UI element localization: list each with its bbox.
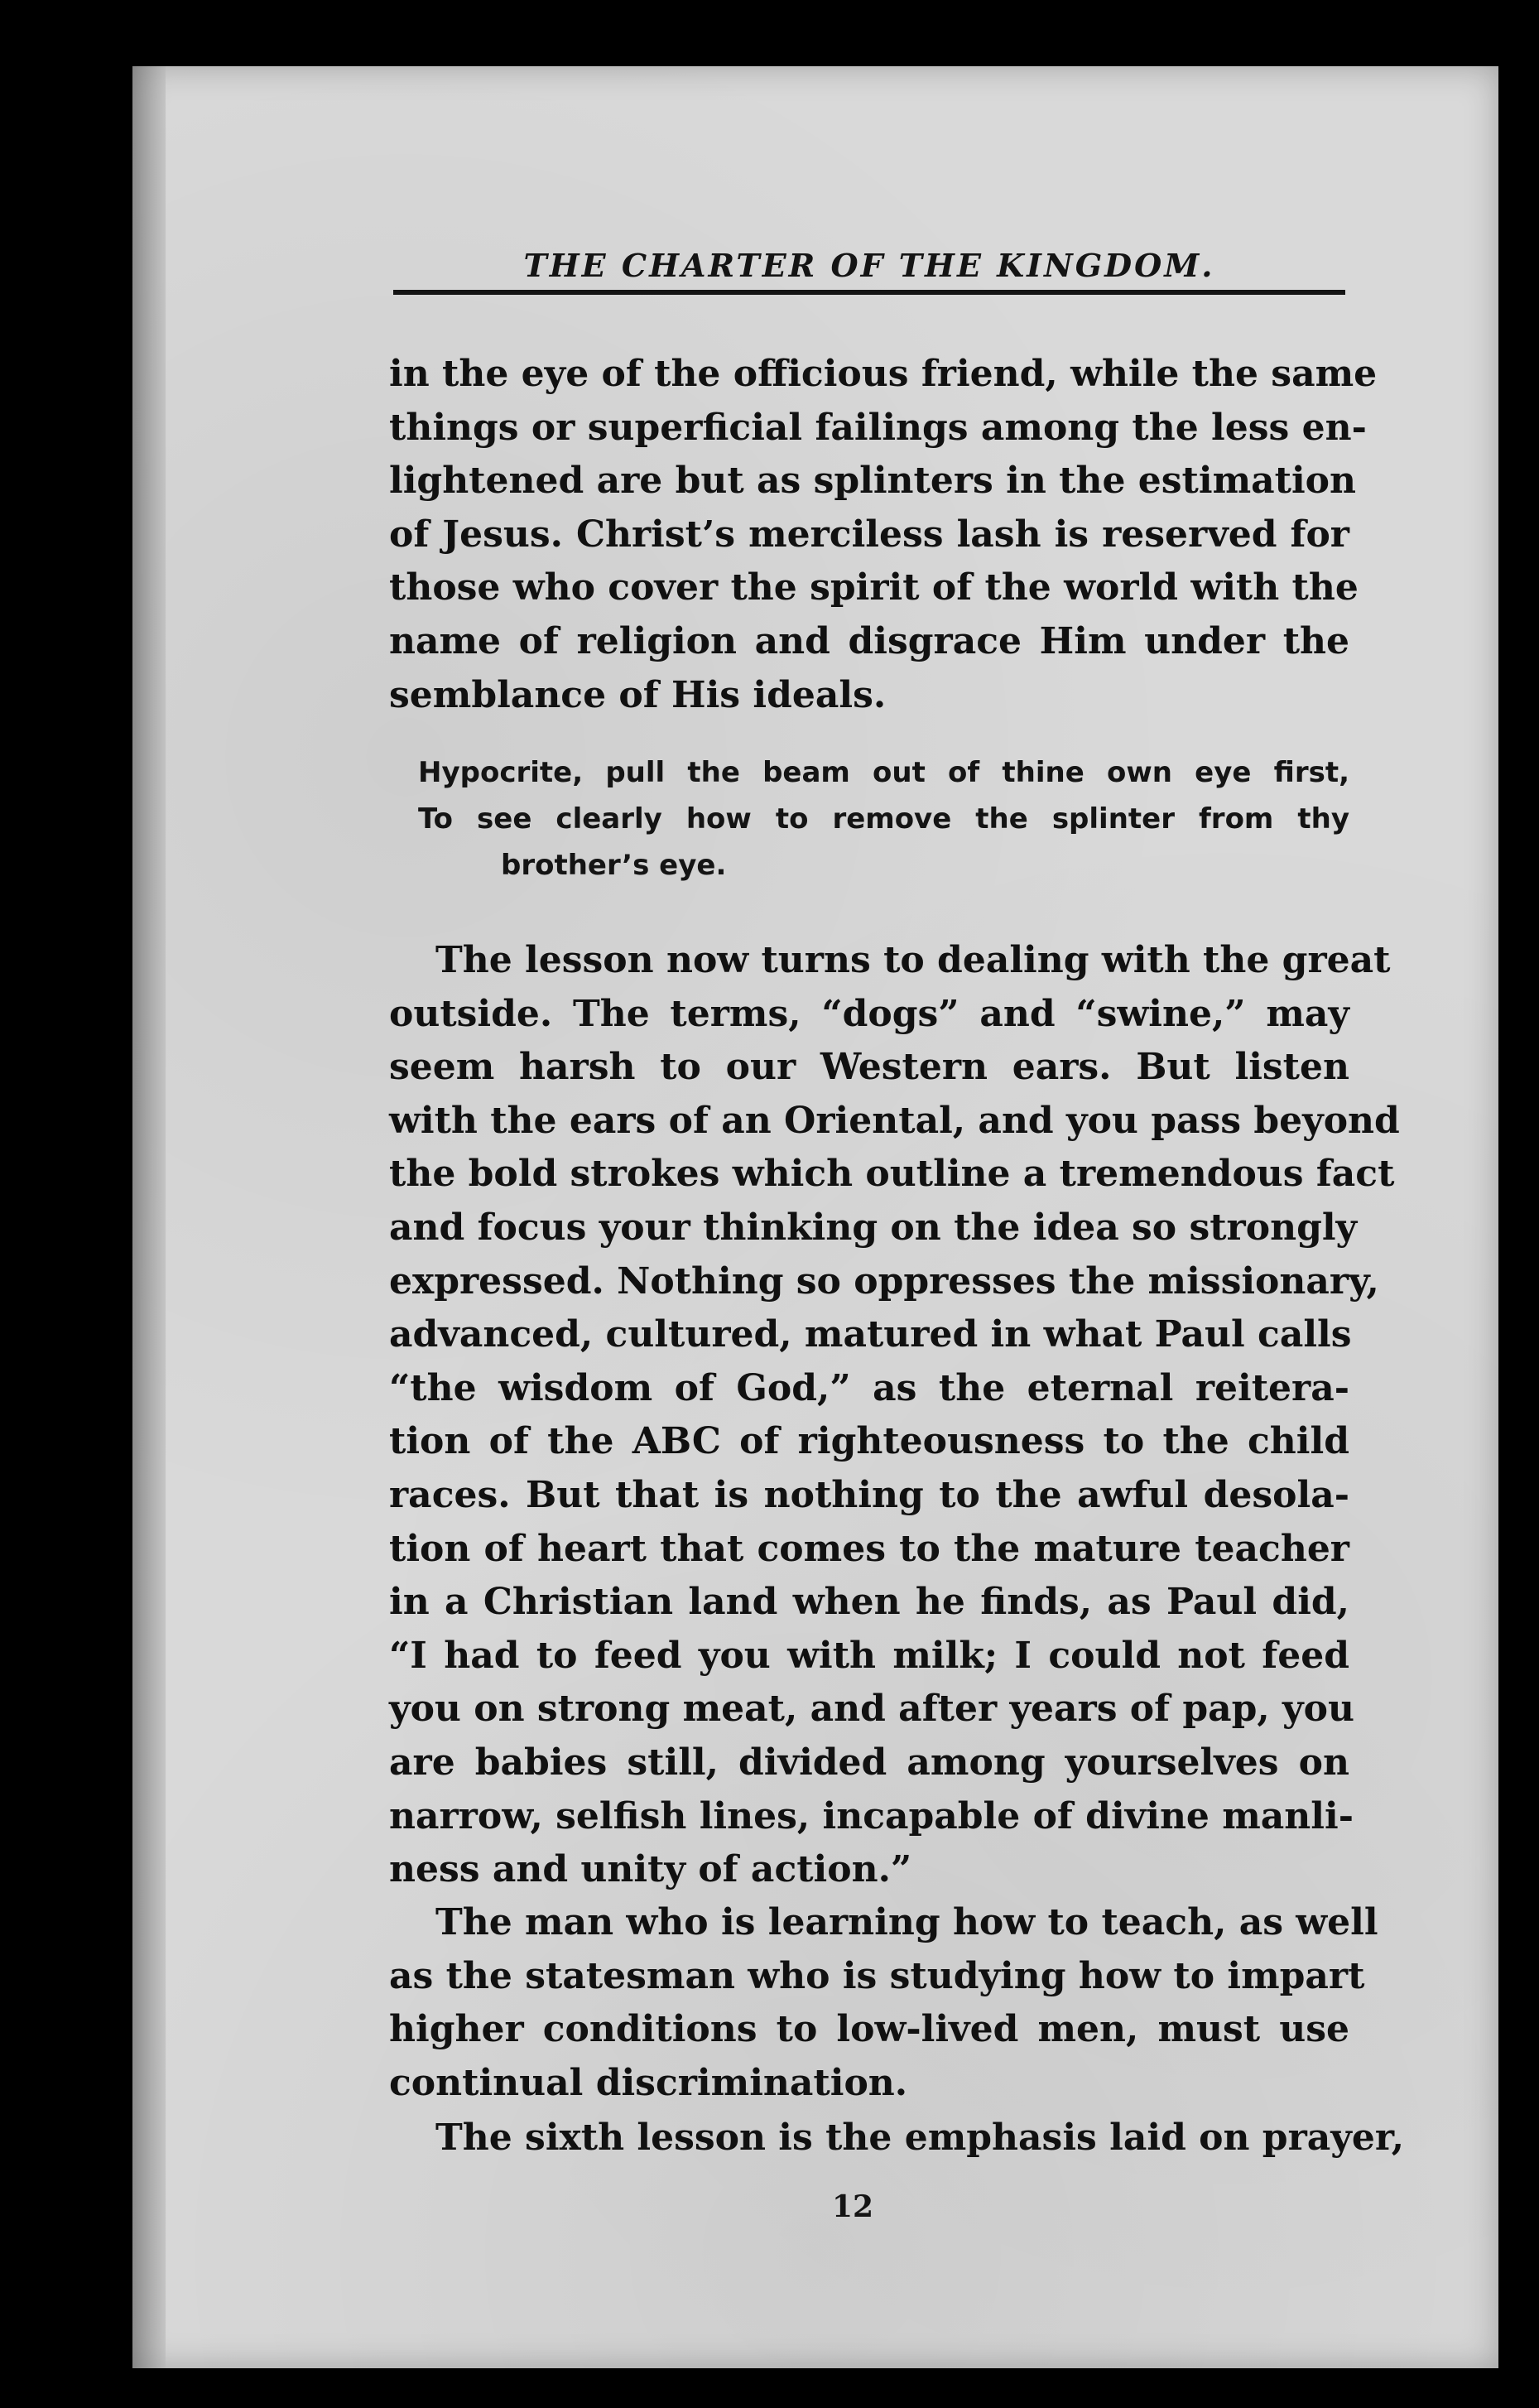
text-line: and focus your thinking on the idea so strongly — [389, 1206, 1358, 1249]
text-line: tion of the ABC of righteousness to the child — [389, 1420, 1349, 1463]
text-line: with the ears of an Oriental, and you pass beyond — [389, 1099, 1400, 1142]
text-line: name of religion and disgrace Him under the — [389, 619, 1349, 662]
text-line: the bold strokes which outline a tremendous fact — [389, 1153, 1395, 1196]
text-line: The sixth lesson is the emphasis laid on prayer, — [435, 2117, 1405, 2159]
text-line: semblance of His ideals. — [389, 673, 887, 716]
quote-line: Hypocrite, pull the beam out of thine own eye first, — [418, 756, 1349, 789]
text-line: you on strong meat, and after years of pap, you — [389, 1688, 1354, 1731]
paragraph-1 — [389, 348, 1378, 722]
text-line: seem harsh to our Western ears. But listen — [389, 1046, 1349, 1089]
quote-line: brother’s eye. — [501, 849, 727, 882]
page-number: 12 — [831, 2189, 874, 2224]
text-line: in a Christian land when he finds, as Paul did, — [389, 1581, 1349, 1624]
text-line: in the eye of the officious friend, while the same — [389, 353, 1378, 395]
text-line: The man who is learning how to teach, as well — [435, 1901, 1378, 1943]
paragraph-3 — [389, 1896, 1378, 2110]
text-line: outside. The terms, “dogs” and “swine,” may — [389, 992, 1349, 1035]
text-line: lightened are but as splinters in the estimation — [389, 460, 1357, 503]
text-line: ness and unity of action.” — [389, 1848, 912, 1891]
text-line: narrow, selfish lines, incapable of divine manli- — [389, 1794, 1354, 1837]
header-rule — [393, 290, 1345, 295]
text-line: higher conditions to low-lived men, must use — [389, 2008, 1349, 2051]
paragraph-4 — [389, 2112, 1405, 2165]
paragraph-2 — [389, 934, 1400, 1897]
text-line: of Jesus. Christ’s merciless lash is reserved for — [389, 513, 1349, 556]
text-line: tion of heart that comes to the mature teacher — [389, 1527, 1349, 1570]
verse-quotation — [418, 749, 1349, 889]
text-line: are babies still, divided among yourselves on — [389, 1741, 1349, 1784]
text-line: “the wisdom of God,” as the eternal reitera- — [389, 1366, 1349, 1409]
text-line: races. But that is nothing to the awful desola- — [389, 1473, 1349, 1516]
text-line: expressed. Nothing so oppresses the missionary, — [389, 1259, 1379, 1303]
text-line: those who cover the spirit of the world with the — [389, 566, 1359, 609]
text-line: things or superficial failings among the less en- — [389, 406, 1367, 449]
running-head: THE CHARTER OF THE KINGDOM. — [523, 247, 1215, 284]
text-line: The lesson now turns to dealing with the great — [435, 939, 1391, 981]
text-line: “I had to feed you with milk; I could not feed — [389, 1634, 1349, 1677]
page-spine-shadow — [132, 66, 166, 2368]
text-line: advanced, cultured, matured in what Paul calls — [389, 1313, 1352, 1356]
quote-line: To see clearly how to remove the splinter from thy — [418, 802, 1349, 836]
text-line: as the statesman who is studying how to impart — [389, 1954, 1365, 1997]
text-line: continual discrimination. — [389, 2061, 908, 2104]
